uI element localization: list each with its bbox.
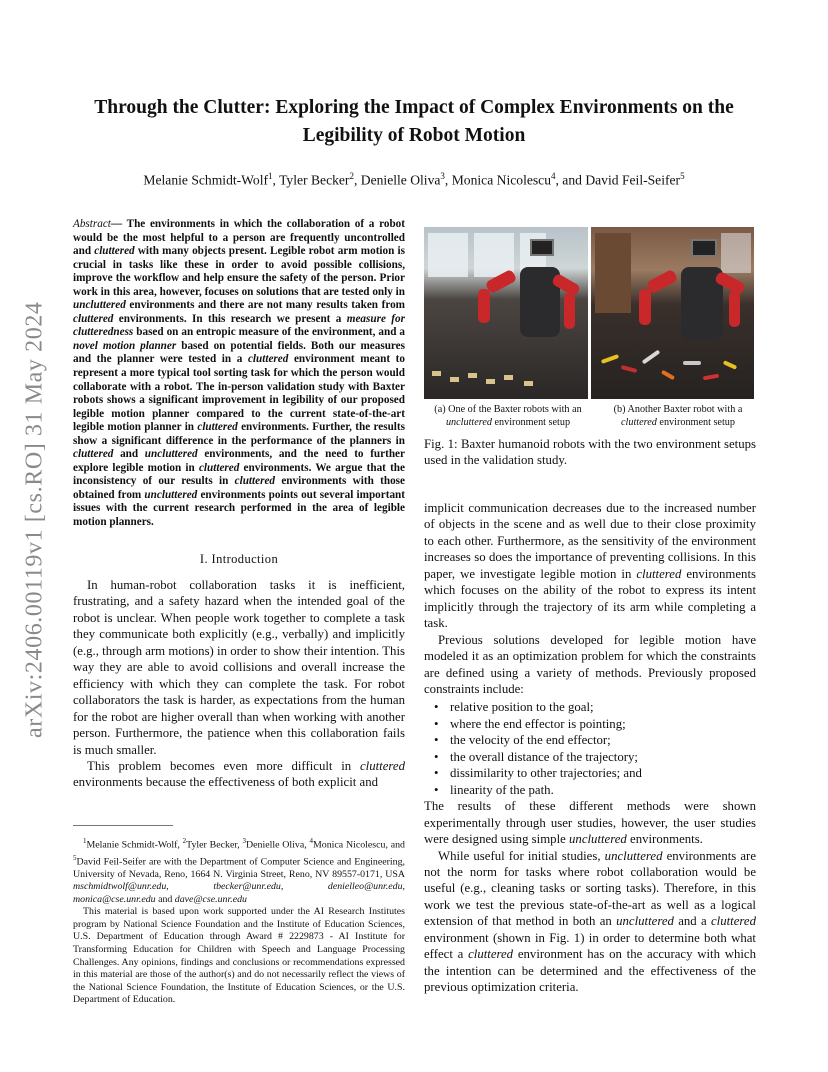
footnotes — [73, 835, 405, 1007]
right-column — [424, 500, 756, 996]
abstract-text: environments and there are not many results taken from — [125, 299, 405, 312]
paragraph-text: environment has on the accuracy with which the intention can be determined and the effectiveness of the previous optimization criteria. — [424, 947, 757, 995]
footnote-affiliations — [73, 835, 405, 906]
footnote-text: Monica Nicolescu, and — [313, 839, 405, 851]
list-item: • relative position to the goal; — [450, 699, 756, 715]
abstract-emphasis: uncluttered — [144, 488, 198, 501]
paragraph-text: and a — [673, 914, 711, 929]
author-affiliation-mark: 3 — [440, 171, 445, 181]
caption-text: environment setup — [491, 416, 571, 428]
caption-text: (a) One of the Baxter robots with an — [434, 404, 582, 415]
footnote-text: Denielle Oliva, — [246, 839, 310, 851]
paragraph-emphasis: uncluttered — [569, 832, 627, 847]
list-item: • linearity of the path. — [450, 782, 756, 798]
caption-emphasis: uncluttered — [445, 416, 492, 428]
abstract-text: environments. Further, the results show a significant difference in the performance of the planners in — [73, 421, 405, 447]
abstract-emphasis: measure for clutteredness — [73, 312, 405, 339]
list-item: • where the end effector is pointing; — [450, 716, 756, 732]
abstract-label: Abstract — [73, 218, 111, 230]
abstract-emphasis: cluttered — [247, 353, 289, 366]
paragraph-text: This problem becomes even more difficult in — [87, 759, 360, 774]
abstract-text: based on potential fields. Both our measures and the planner were tested in a — [73, 339, 405, 366]
footnote-text: David Feil-Seifer are with the Department of Computer Science and Engineering, University of Nevada, Reno, 1664 N. Virginia Street, Reno, NV 89557-0171, USA — [73, 856, 405, 880]
paragraph-emphasis: uncluttered — [604, 848, 663, 863]
arxiv-identifier: arXiv:2406.00119v1 [cs.RO] 31 May 2024 — [21, 301, 48, 739]
author-name: Monica Nicolescu — [451, 172, 551, 188]
abstract — [73, 218, 405, 530]
paragraph-text: environments which focuses on the ability of the robot to express its intent implicitly through the trajectory of its arm while completing a task. — [424, 566, 756, 631]
paragraph-emphasis: cluttered — [468, 947, 514, 962]
abstract-text: and — [113, 448, 145, 461]
paragraph-text: environments because the effectiveness of both explicit and — [73, 775, 379, 790]
abstract-text: with many objects present. Legible robot arm motion is crucial in tasks like these in order to avoid possible collisions, improve the workflow and help ensure the safety of the person. Prior work in this area, however, focuses on solutions that are tested only in — [73, 245, 405, 298]
figure-1 — [424, 227, 754, 399]
footnote-emails: dave@cse.unr.edu — [174, 893, 247, 905]
caption-text: environment setup — [656, 416, 735, 428]
author-list: Melanie Schmidt-Wolf$^1$, Tyler Becker$^2$, Denielle Oliva$^3$, Monica Nicolescu$^4$, and David Feil-Seifer$^5$ — [143, 171, 685, 188]
photo-cluttered-setup — [591, 227, 754, 399]
footnote-mark: 5 — [73, 853, 77, 862]
paragraph-text: implicit communication decreases due to the increased number of objects in the scene and as well due to their close proximity to each other. Furthermore, as the sensitivity of the environment increases so does the importance of preventing collisions. In this paper, we investigate legible motion in — [424, 501, 756, 581]
author-name: Denielle Oliva — [360, 172, 441, 188]
intro-paragraph: In human-robot collaboration tasks it is inefficient, frustrating, and a safety hazard when the intended goal of the robot is unclear. When people work together to complete a task they communicate both explicitly (e.g., verbally) and implicitly (e.g., through arm motions) in order to show their intention. This way they are able to avoid collisions and overall increase the efficiency with which they can complete the task. For robot collaborators the task is harder, as expectations from the human for the robot are higher overall than when working with another person. Furthermore, the patience when this collaboration fails is much smaller. — [73, 578, 405, 757]
list-item: • the velocity of the end effector; — [450, 732, 756, 748]
subcaption-a — [424, 404, 592, 429]
abstract-text: environments points out several important issues with the current research performed in the area of legible motion planners. — [73, 488, 406, 529]
paragraph-text: environments are not the norm for tasks where robot collaboration would be useful (e.g., cleaning tasks or sorting tasks). Therefore, in this work we test the previous state-of-the-art as well as a logical extension of that method in both an — [424, 848, 757, 929]
footnote-mark: 1 — [83, 837, 87, 845]
list-item: • dissimilarity to other trajectories; and — [450, 765, 756, 781]
body-paragraph — [424, 500, 756, 632]
author-affiliation-mark: 4 — [551, 171, 556, 181]
footnote-mark: 4 — [309, 837, 313, 845]
body-paragraph — [424, 848, 756, 996]
paragraph-emphasis: cluttered — [710, 914, 756, 929]
paragraph-emphasis: cluttered — [359, 759, 405, 774]
abstract-emphasis: novel motion planner — [73, 339, 177, 352]
abstract-text: environments. We argue that the inconsistency of our results in — [73, 461, 405, 488]
abstract-emphasis: uncluttered — [144, 448, 198, 461]
abstract-text: based on an entropic measure of the environment, and a — [133, 326, 405, 339]
paragraph-emphasis: uncluttered — [616, 914, 674, 929]
abstract-emphasis: cluttered — [94, 245, 135, 258]
footnote-text: Tyler Becker, — [186, 839, 243, 851]
abstract-emphasis: cluttered — [198, 461, 240, 474]
abstract-emphasis: cluttered — [234, 475, 276, 488]
abstract-emphasis: uncluttered — [73, 299, 126, 312]
abstract-emphasis: cluttered — [73, 448, 114, 461]
author-affiliation-mark: 5 — [680, 171, 685, 181]
footnote-mark: 2 — [182, 837, 187, 845]
constraint-list — [424, 699, 756, 798]
photo-uncluttered-setup — [424, 227, 588, 399]
footnote-text: and — [155, 893, 175, 905]
body-paragraph: Previous solutions developed for legible motion have modeled it as an optimization problem for which the constraints are defined using a variety of methods. Previously proposed constraints include: — [424, 632, 756, 696]
author-affiliation-mark: 2 — [349, 171, 354, 181]
caption-text: (b) Another Baxter robot with a — [613, 404, 743, 415]
footnote-emails: mschmidtwolf@unr.edu, tbecker@unr.edu, denielleo@unr.edu, monica@cse.unr.edu — [73, 881, 405, 905]
abstract-text: — The environments in which the collaboration of a robot would be the most helpful to a person are frequently uncontrolled and — [73, 218, 405, 258]
paragraph-text: The results of these different methods were shown experimentally through user studies, however, the user studies were designed using simple — [424, 799, 756, 847]
footnote-divider — [73, 825, 173, 826]
paragraph-emphasis: cluttered — [636, 566, 682, 581]
caption-emphasis: cluttered — [621, 416, 657, 428]
abstract-text: environments. In this research we present a — [113, 312, 347, 325]
intro-paragraph — [73, 758, 405, 791]
footnote-mark: 3 — [242, 837, 247, 845]
abstract-text: environments with those obtained from — [73, 475, 405, 501]
body-paragraph — [424, 798, 756, 847]
list-item: • the overall distance of the trajectory; — [450, 749, 756, 765]
author-name: David Feil-Seifer — [585, 172, 681, 188]
paragraph-text: environment (shown in Fig. 1) in order to determine both what effect a — [424, 930, 756, 962]
abstract-text: environments, and the need to further explore legible motion in — [73, 448, 405, 474]
author-name: Melanie Schmidt-Wolf — [143, 172, 269, 188]
figure-caption: Fig. 1: Baxter humanoid robots with the two environment setups used in the validation study. — [424, 437, 756, 468]
author-affiliation-mark: 1 — [268, 171, 273, 181]
section-heading-introduction: I. Introduction — [199, 551, 279, 566]
paper-title: Through the Clutter: Exploring the Impact of Complex Environments on the Legibility of Robot Motion — [94, 97, 734, 146]
left-column — [73, 218, 405, 791]
footnote-text: Melanie Schmidt-Wolf, — [86, 839, 183, 851]
footnote-funding: This material is based upon work supported under the AI Research Institutes program by National Science Foundation and the Institute of Education Sciences, U.S. Department of Education through Award # 2229873 - AI Institute for Transforming Education for Children with Speech and Language Processing Challenges. Any opinions, findings and conclusions or recommendations expressed in this material are those of the author(s) and do not necessarily reflect the views of the National Science Foundation, the Institute of Education Sciences, or the U.S. Department of Education. — [73, 906, 405, 1006]
abstract-emphasis: cluttered — [73, 312, 114, 325]
paragraph-text: environments. — [626, 832, 703, 847]
author-name: Tyler Becker — [279, 172, 350, 188]
subcaption-b — [600, 404, 756, 429]
abstract-emphasis: cluttered — [197, 421, 238, 434]
paragraph-text: While useful for initial studies, — [438, 848, 605, 863]
abstract-text: environment meant to represent a more typical tool sorting task for which the person would collaborate with a robot. The in-person validation study with Baxter robots shows a significant improvement in legibility of our proposed legible motion planner compared to the current state-of-the-art legible motion planner in — [73, 353, 405, 434]
